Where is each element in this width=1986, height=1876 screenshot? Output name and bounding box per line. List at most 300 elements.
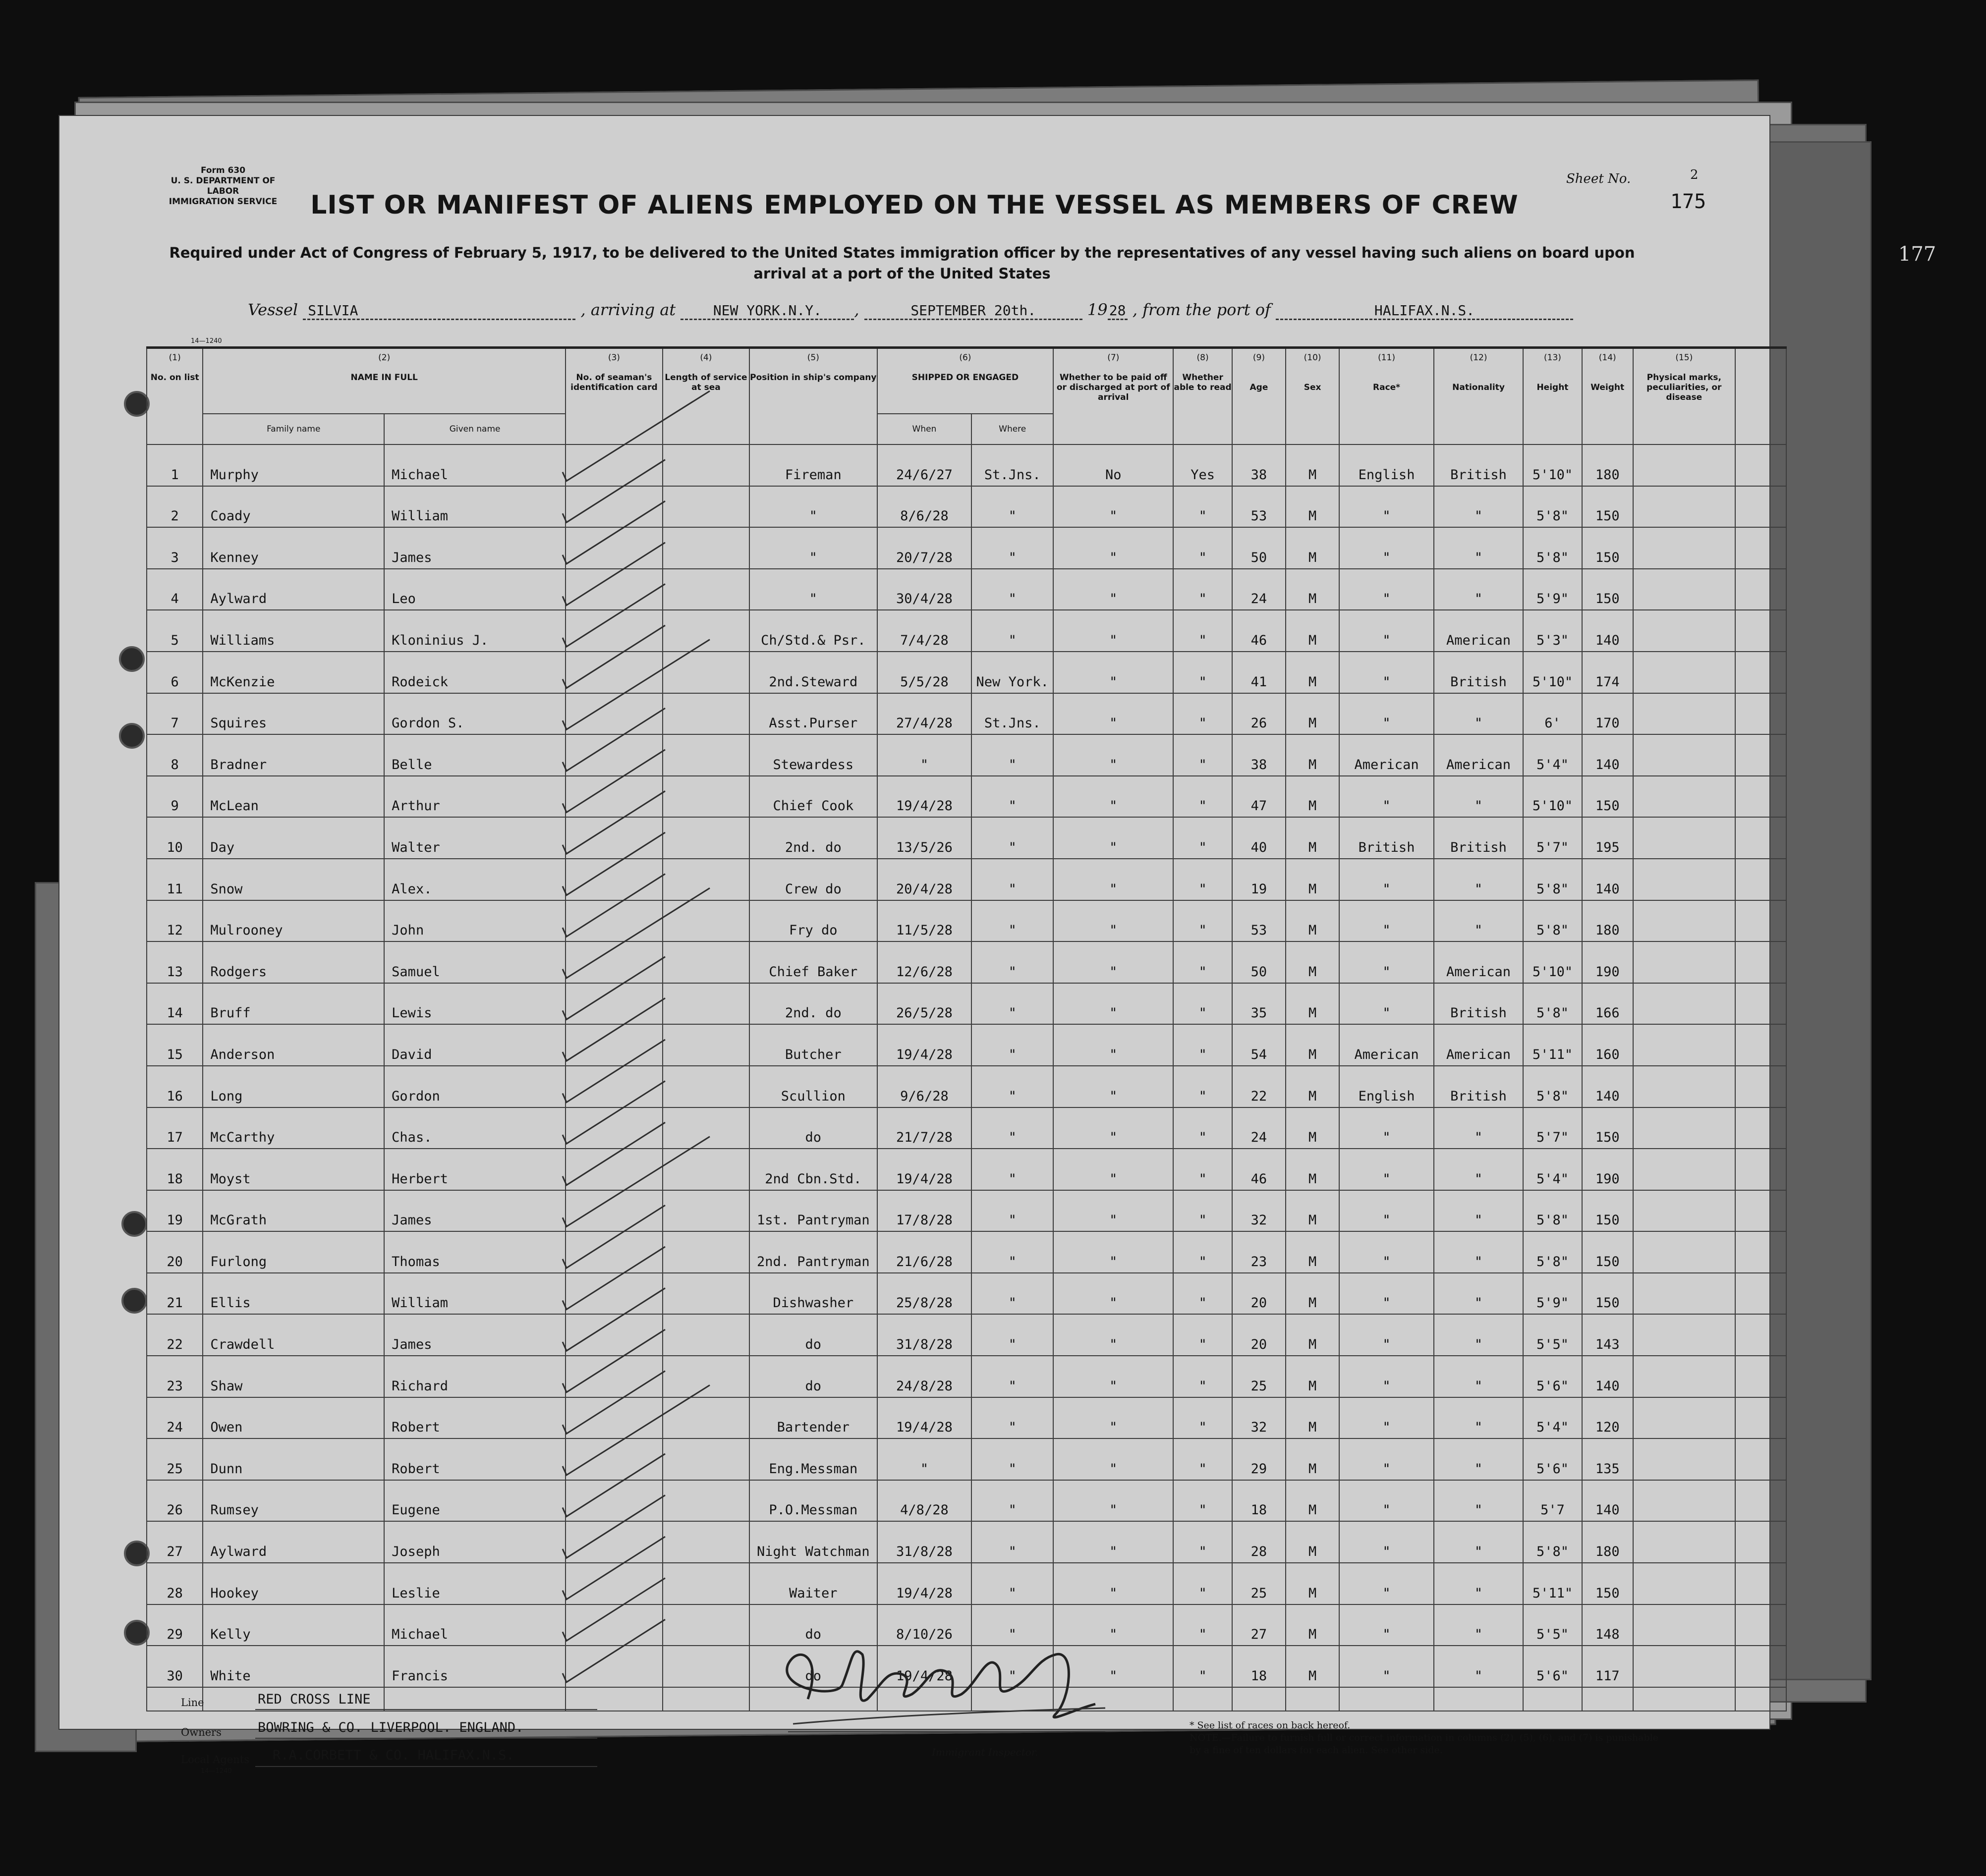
cell-position: 2nd.Steward [749, 652, 877, 693]
cell-age: 20 [1232, 1273, 1286, 1315]
table-row [147, 1397, 1786, 1439]
cell-row-number: 4 [147, 569, 203, 610]
cell-position: 2nd. Pantryman [749, 1231, 877, 1273]
cell-service-length [663, 1024, 749, 1066]
cell-shipped-where: " [971, 1190, 1053, 1232]
cell-paid-off: " [1053, 1314, 1173, 1356]
cell-given-name: William [384, 1273, 566, 1315]
cell-age: 53 [1232, 486, 1286, 528]
from-port-label: , from the port of [1132, 300, 1271, 319]
cell-blank [1735, 776, 1786, 818]
line-underline [255, 1709, 597, 1710]
cell-service-length [663, 859, 749, 900]
cell-physical-marks [1633, 444, 1735, 486]
col-header-given-name: Given name [384, 414, 566, 444]
col-header-physical-marks: (15) Physical marks, peculiarities, or disease [1633, 348, 1735, 445]
cell-position: Bartender [749, 1397, 877, 1439]
cell-height: 5'4" [1523, 1397, 1582, 1439]
cell-paid-off: " [1053, 817, 1173, 859]
cell-height: 5'7" [1523, 817, 1582, 859]
cell-weight: 140 [1582, 1356, 1633, 1397]
cell-sex: M [1286, 941, 1339, 983]
cell-physical-marks [1633, 859, 1735, 900]
col-header-no: (1) No. on list [147, 348, 203, 445]
cell-paid-off: No [1053, 444, 1173, 486]
line-label: Line [181, 1697, 204, 1709]
cell-physical-marks [1633, 1438, 1735, 1480]
cell-service-length [663, 1231, 749, 1273]
cell-row-number: 27 [147, 1521, 203, 1563]
cell-shipped-where: " [971, 1356, 1053, 1397]
cell-family-name: Furlong [203, 1231, 384, 1273]
cell-physical-marks [1633, 900, 1735, 942]
cell-id-card [566, 486, 663, 528]
cell-shipped-where: " [971, 1066, 1053, 1107]
cell-family-name: Rumsey [203, 1480, 384, 1522]
cell-blank [1735, 734, 1786, 776]
cell-service-length [663, 1563, 749, 1604]
cell-sex: M [1286, 817, 1339, 859]
cell-family-name: Rodgers [203, 941, 384, 983]
penalty-note: NOTE.—Failure to furnish full or correct information in columns (2), (5), (6), and (7) is punishable by a fine of ten dollars for each alien. See other side. [1190, 1732, 1658, 1756]
cell-able-to-read: " [1173, 983, 1232, 1025]
cell-position: Waiter [749, 1563, 877, 1604]
cell-weight: 150 [1582, 527, 1633, 569]
cell-sex: M [1286, 1563, 1339, 1604]
col-header-age: (9) Age [1232, 348, 1286, 445]
cell-service-length [663, 1190, 749, 1232]
cell-age: 50 [1232, 527, 1286, 569]
cell-sex: M [1286, 1480, 1339, 1522]
table-row [147, 1190, 1786, 1232]
cell-nationality: American [1434, 941, 1523, 983]
cell-id-card [566, 1149, 663, 1190]
cell-paid-off: " [1053, 1190, 1173, 1232]
cell-blank [1735, 983, 1786, 1025]
cell-shipped-when: 8/10/26 [877, 1604, 972, 1646]
cell-race: " [1339, 1521, 1434, 1563]
cell-row-number: 17 [147, 1107, 203, 1149]
cell-race: " [1339, 1604, 1434, 1646]
cell-race: " [1339, 900, 1434, 942]
cell-service-length [663, 610, 749, 652]
cell-given-name: Walter [384, 817, 566, 859]
race-footnote: * See list of races on back hereof. [1190, 1720, 1351, 1731]
cell-paid-off: " [1053, 1356, 1173, 1397]
cell-sex: M [1286, 1149, 1339, 1190]
table-row [147, 527, 1786, 569]
departure-port: HALIFAX.N.S. [1276, 302, 1573, 320]
cell-paid-off: " [1053, 693, 1173, 735]
cell-height: 5'6" [1523, 1646, 1582, 1687]
cell-position: 2nd. do [749, 817, 877, 859]
cell-shipped-when: 17/8/28 [877, 1190, 972, 1232]
cell-given-name: Michael [384, 1604, 566, 1646]
cell-able-to-read: " [1173, 569, 1232, 610]
cell-id-card [566, 776, 663, 818]
cell-shipped-when: 24/6/27 [877, 444, 972, 486]
sheet-number-label: Sheet No. [1566, 171, 1631, 186]
cell-given-name: Thomas [384, 1231, 566, 1273]
cell-sex: M [1286, 776, 1339, 818]
cell-physical-marks [1633, 610, 1735, 652]
cell-position: 2nd Cbn.Std. [749, 1149, 877, 1190]
inspector-label: Immigrant Inspector. [932, 1746, 1038, 1758]
cell-weight: 140 [1582, 734, 1633, 776]
blank-cell [1173, 1687, 1232, 1711]
cell-position: 1st. Pantryman [749, 1190, 877, 1232]
cell-row-number: 15 [147, 1024, 203, 1066]
cell-nationality: " [1434, 1397, 1523, 1439]
cell-race: " [1339, 652, 1434, 693]
cell-sex: M [1286, 1646, 1339, 1687]
cell-position: Fry do [749, 900, 877, 942]
cell-row-number: 28 [147, 1563, 203, 1604]
cell-id-card [566, 1356, 663, 1397]
cell-nationality: British [1434, 817, 1523, 859]
col-header-height: (13) Height [1523, 348, 1582, 445]
cell-family-name: Owen [203, 1397, 384, 1439]
cell-service-length [663, 652, 749, 693]
cell-paid-off: " [1053, 1646, 1173, 1687]
cell-id-card [566, 1480, 663, 1522]
cell-age: 46 [1232, 1149, 1286, 1190]
cell-position: do [749, 1646, 877, 1687]
cell-shipped-when: 19/4/28 [877, 1563, 972, 1604]
cell-shipped-where: " [971, 734, 1053, 776]
vessel-line: Vessel SILVIA , arriving at NEW YORK.N.Y. , SEPTEMBER 20th. 19 28 , from the port of HALIFAX.N.S. [248, 300, 1573, 320]
cell-able-to-read: " [1173, 1646, 1232, 1687]
cell-nationality: " [1434, 527, 1523, 569]
cell-shipped-where: " [971, 569, 1053, 610]
table-row [147, 486, 1786, 528]
cell-paid-off: " [1053, 1231, 1173, 1273]
cell-able-to-read: " [1173, 1149, 1232, 1190]
cell-row-number: 5 [147, 610, 203, 652]
col-header-position: (5) Position in ship's company [749, 348, 877, 445]
cell-race: " [1339, 1190, 1434, 1232]
cell-paid-off: " [1053, 1438, 1173, 1480]
owners-underline [255, 1738, 597, 1739]
cell-id-card [566, 1024, 663, 1066]
table-row [147, 1149, 1786, 1190]
cell-id-card [566, 983, 663, 1025]
cell-blank [1735, 900, 1786, 942]
cell-able-to-read: " [1173, 1480, 1232, 1522]
cell-given-name: Michael [384, 444, 566, 486]
cell-id-card [566, 1438, 663, 1480]
cell-blank [1735, 652, 1786, 693]
cell-paid-off: " [1053, 569, 1173, 610]
cell-height: 5'8" [1523, 1231, 1582, 1273]
cell-weight: 150 [1582, 1107, 1633, 1149]
cell-able-to-read: " [1173, 1604, 1232, 1646]
cell-age: 38 [1232, 444, 1286, 486]
cell-given-name: Leo [384, 569, 566, 610]
cell-shipped-where: " [971, 1563, 1053, 1604]
cell-weight: 180 [1582, 1521, 1633, 1563]
punch-hole [121, 1211, 147, 1237]
table-row [147, 1521, 1786, 1563]
cell-shipped-where: " [971, 1107, 1053, 1149]
cell-weight: 148 [1582, 1604, 1633, 1646]
cell-id-card [566, 1231, 663, 1273]
cell-shipped-where: " [971, 486, 1053, 528]
cell-weight: 120 [1582, 1397, 1633, 1439]
cell-service-length [663, 941, 749, 983]
cell-shipped-when: 12/6/28 [877, 941, 972, 983]
cell-shipped-where: " [971, 817, 1053, 859]
cell-row-number: 3 [147, 527, 203, 569]
cell-nationality: " [1434, 486, 1523, 528]
cell-given-name: Eugene [384, 1480, 566, 1522]
cell-nationality: " [1434, 569, 1523, 610]
cell-shipped-when: 24/8/28 [877, 1356, 972, 1397]
cell-nationality: " [1434, 1314, 1523, 1356]
cell-row-number: 24 [147, 1397, 203, 1439]
cell-weight: 160 [1582, 1024, 1633, 1066]
cell-shipped-where: " [971, 1521, 1053, 1563]
cell-id-card [566, 527, 663, 569]
table-row [147, 1438, 1786, 1480]
cell-shipped-when: 11/5/28 [877, 900, 972, 942]
cell-shipped-when: 20/7/28 [877, 527, 972, 569]
cell-sex: M [1286, 734, 1339, 776]
cell-position: " [749, 569, 877, 610]
cell-race: " [1339, 1149, 1434, 1190]
cell-shipped-where: " [971, 1646, 1053, 1687]
cell-nationality: British [1434, 444, 1523, 486]
cell-able-to-read: " [1173, 1356, 1232, 1397]
cell-race: " [1339, 1231, 1434, 1273]
cell-service-length [663, 444, 749, 486]
cell-given-name: Arthur [384, 776, 566, 818]
cell-physical-marks [1633, 1646, 1735, 1687]
arriving-label: , arriving at [580, 300, 676, 319]
cell-id-card [566, 1604, 663, 1646]
cell-sex: M [1286, 859, 1339, 900]
cell-weight: 140 [1582, 1480, 1633, 1522]
department-name: U. S. DEPARTMENT OF LABOR [170, 176, 276, 196]
cell-shipped-when: 4/8/28 [877, 1480, 972, 1522]
cell-nationality: " [1434, 1646, 1523, 1687]
cell-able-to-read: " [1173, 1190, 1232, 1232]
table-row [147, 1107, 1786, 1149]
cell-blank [1735, 610, 1786, 652]
table-row [147, 900, 1786, 942]
table-row [147, 1066, 1786, 1107]
cell-race: " [1339, 859, 1434, 900]
cell-nationality: " [1434, 900, 1523, 942]
cell-able-to-read: " [1173, 1314, 1232, 1356]
cell-age: 22 [1232, 1066, 1286, 1107]
cell-age: 35 [1232, 983, 1286, 1025]
cell-nationality: " [1434, 1190, 1523, 1232]
cell-race: " [1339, 569, 1434, 610]
table-row [147, 1024, 1786, 1066]
cell-paid-off: " [1053, 941, 1173, 983]
cell-row-number: 6 [147, 652, 203, 693]
cell-row-number: 20 [147, 1231, 203, 1273]
cell-able-to-read: " [1173, 1024, 1232, 1066]
cell-given-name: Richard [384, 1356, 566, 1397]
cell-physical-marks [1633, 734, 1735, 776]
cell-blank [1735, 486, 1786, 528]
cell-shipped-where: " [971, 610, 1053, 652]
cell-sex: M [1286, 1397, 1339, 1439]
cell-age: 23 [1232, 1231, 1286, 1273]
cell-row-number: 11 [147, 859, 203, 900]
inspector-signature [778, 1625, 1125, 1739]
cell-service-length [663, 486, 749, 528]
cell-weight: 166 [1582, 983, 1633, 1025]
cell-weight: 140 [1582, 610, 1633, 652]
cell-sex: M [1286, 983, 1339, 1025]
cell-position: do [749, 1314, 877, 1356]
cell-physical-marks [1633, 776, 1735, 818]
cell-height: 5'10" [1523, 776, 1582, 818]
cell-nationality: American [1434, 734, 1523, 776]
cell-weight: 170 [1582, 693, 1633, 735]
cell-race: " [1339, 1314, 1434, 1356]
cell-shipped-where: St.Jns. [971, 693, 1053, 735]
cell-race: " [1339, 941, 1434, 983]
cell-paid-off: " [1053, 983, 1173, 1025]
cell-shipped-where: " [971, 527, 1053, 569]
table-row [147, 734, 1786, 776]
cell-id-card [566, 859, 663, 900]
cell-age: 25 [1232, 1563, 1286, 1604]
cell-height: 5'4" [1523, 1149, 1582, 1190]
cell-shipped-where: " [971, 776, 1053, 818]
cell-position: Chief Cook [749, 776, 877, 818]
cell-shipped-when: 8/6/28 [877, 486, 972, 528]
cell-given-name: James [384, 1314, 566, 1356]
cell-given-name: Lewis [384, 983, 566, 1025]
cell-shipped-when: " [877, 734, 972, 776]
cell-given-name: Robert [384, 1397, 566, 1439]
punch-hole [119, 646, 145, 672]
cell-blank [1735, 444, 1786, 486]
cell-given-name: Gordon S. [384, 693, 566, 735]
cell-family-name: Hookey [203, 1563, 384, 1604]
cell-paid-off: " [1053, 1397, 1173, 1439]
cell-physical-marks [1633, 1314, 1735, 1356]
cell-service-length [663, 1314, 749, 1356]
cell-paid-off: " [1053, 859, 1173, 900]
cell-height: 5'10" [1523, 444, 1582, 486]
cell-blank [1735, 1646, 1786, 1687]
cell-weight: 150 [1582, 776, 1633, 818]
cell-able-to-read: " [1173, 1521, 1232, 1563]
cell-height: 5'8" [1523, 486, 1582, 528]
cell-shipped-where: " [971, 1604, 1053, 1646]
cell-physical-marks [1633, 1563, 1735, 1604]
cell-physical-marks [1633, 527, 1735, 569]
cell-able-to-read: " [1173, 693, 1232, 735]
cell-age: 19 [1232, 859, 1286, 900]
footnotes [1190, 1719, 1665, 1757]
cell-physical-marks [1633, 941, 1735, 983]
cell-shipped-where: " [971, 1397, 1053, 1439]
cell-physical-marks [1633, 569, 1735, 610]
cell-weight: 135 [1582, 1438, 1633, 1480]
cell-paid-off: " [1053, 652, 1173, 693]
cell-blank [1735, 941, 1786, 983]
cell-paid-off: " [1053, 610, 1173, 652]
form-number: Form 630 [200, 166, 246, 175]
cell-position: 2nd. do [749, 983, 877, 1025]
cell-shipped-when: 31/8/28 [877, 1314, 972, 1356]
cell-given-name: Robert [384, 1438, 566, 1480]
cell-able-to-read: " [1173, 1231, 1232, 1273]
cell-sex: M [1286, 1356, 1339, 1397]
blank-cell [1582, 1687, 1633, 1711]
cell-paid-off: " [1053, 1480, 1173, 1522]
cell-age: 41 [1232, 652, 1286, 693]
cell-shipped-when: 9/6/28 [877, 1066, 972, 1107]
table-row [147, 569, 1786, 610]
cell-height: 5'9" [1523, 1273, 1582, 1315]
cell-given-name: Rodeick [384, 652, 566, 693]
col-header-family-name: Family name [203, 414, 384, 444]
cell-shipped-when: 30/4/28 [877, 569, 972, 610]
cell-weight: 190 [1582, 941, 1633, 983]
cell-weight: 150 [1582, 569, 1633, 610]
cell-id-card [566, 1273, 663, 1315]
cell-shipped-when: 19/4/28 [877, 1397, 972, 1439]
owners-label: Owners [181, 1726, 222, 1738]
cell-family-name: Long [203, 1066, 384, 1107]
cell-physical-marks [1633, 1107, 1735, 1149]
cell-blank [1735, 1563, 1786, 1604]
cell-service-length [663, 1273, 749, 1315]
cell-sex: M [1286, 1190, 1339, 1232]
cell-family-name: Moyst [203, 1149, 384, 1190]
cell-weight: 150 [1582, 486, 1633, 528]
cell-shipped-where: " [971, 1231, 1053, 1273]
cell-service-length [663, 1521, 749, 1563]
table-row [147, 1563, 1786, 1604]
cell-height: 5'10" [1523, 652, 1582, 693]
cell-sex: M [1286, 1231, 1339, 1273]
document-title: LIST OR MANIFEST OF ALIENS EMPLOYED ON THE VESSEL AS MEMBERS OF CREW [310, 190, 1519, 220]
cell-age: 24 [1232, 1107, 1286, 1149]
vessel-name: SILVIA [303, 302, 575, 320]
cell-weight: 150 [1582, 1190, 1633, 1232]
cell-sex: M [1286, 444, 1339, 486]
sheet-number-value: 2 [1690, 167, 1699, 182]
cell-nationality: " [1434, 1149, 1523, 1190]
blank-cell [1286, 1687, 1339, 1711]
print-code: 14—1240 [191, 337, 222, 345]
cell-row-number: 25 [147, 1438, 203, 1480]
cell-row-number: 22 [147, 1314, 203, 1356]
owners-value: BOWRING & CO. LIVERPOOL. ENGLAND. [258, 1720, 524, 1735]
cell-blank [1735, 1356, 1786, 1397]
cell-nationality: " [1434, 1604, 1523, 1646]
cell-position: Crew do [749, 859, 877, 900]
cell-height: 5'5" [1523, 1604, 1582, 1646]
cell-service-length [663, 1107, 749, 1149]
cell-given-name: James [384, 527, 566, 569]
blank-cell [1735, 1687, 1786, 1711]
cell-family-name: McCarthy [203, 1107, 384, 1149]
cell-family-name: Dunn [203, 1438, 384, 1480]
cell-shipped-when: 20/4/28 [877, 859, 972, 900]
cell-age: 50 [1232, 941, 1286, 983]
col-header-when: When [877, 414, 972, 444]
